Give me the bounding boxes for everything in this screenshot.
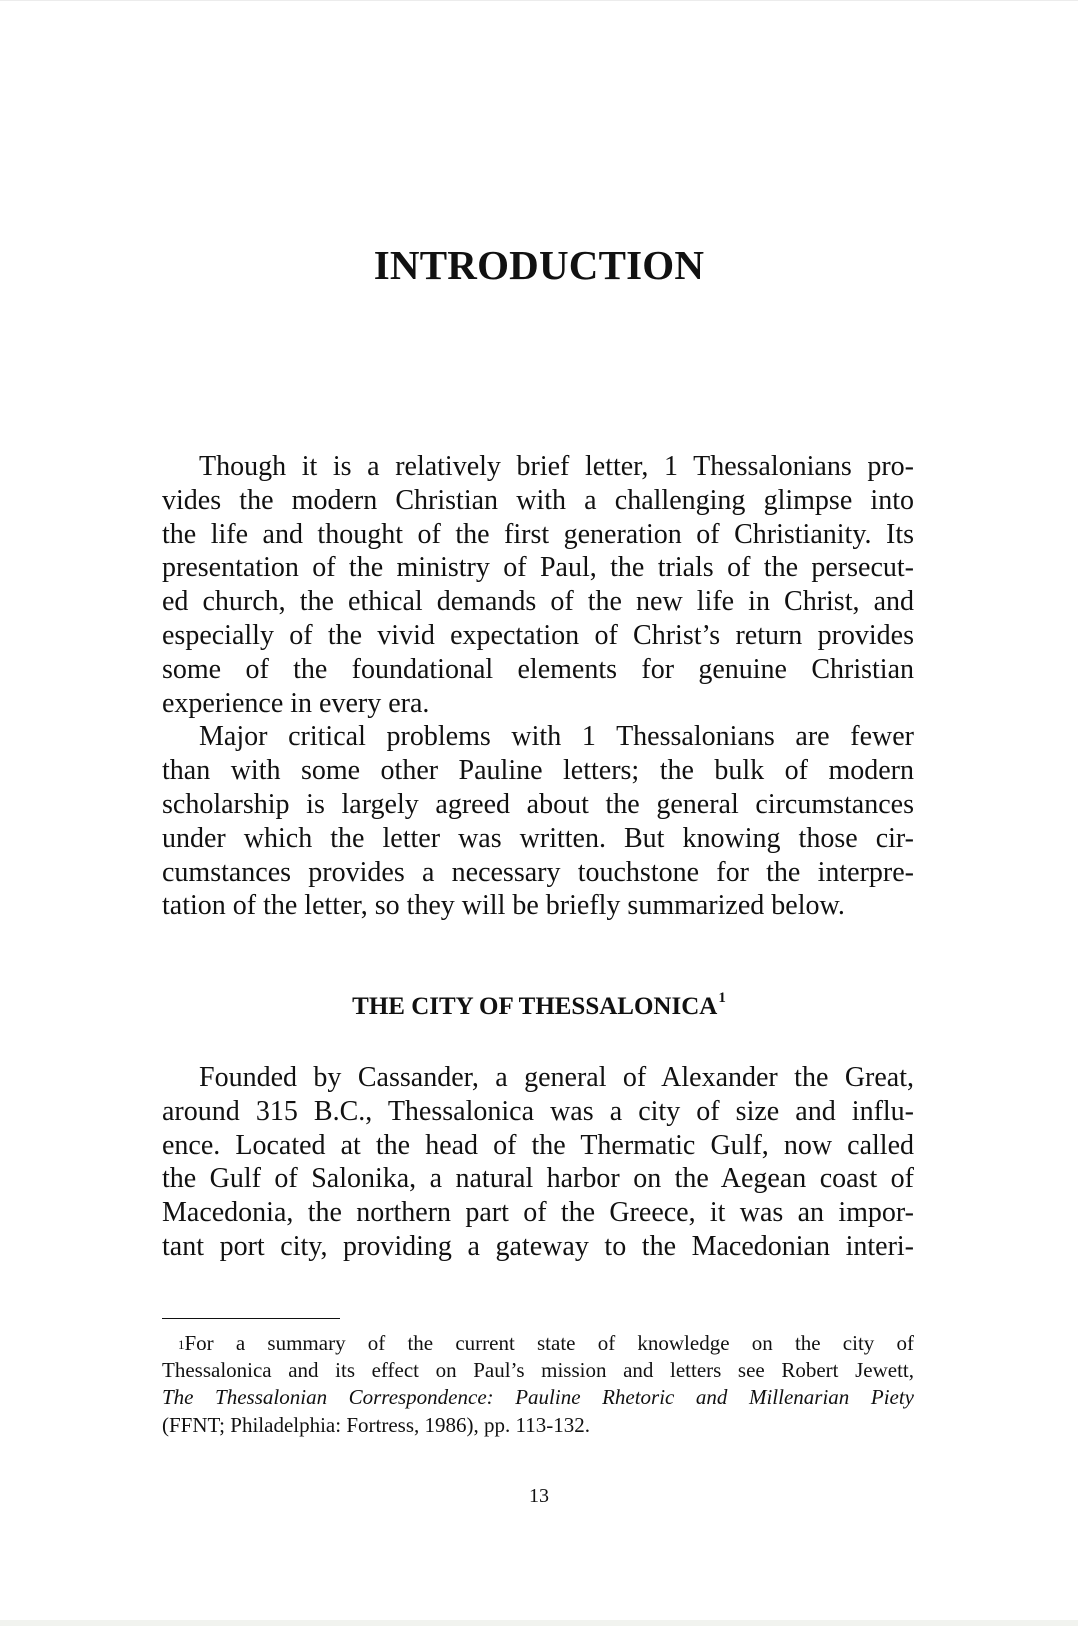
footnote-line: Thessalonica and its effect on Paul’s mission and letters see Robert Jewett, <box>162 1358 914 1383</box>
text-line: Macedonia, the northern part of the Greece, it was an impor- <box>162 1197 914 1229</box>
text-line: scholarship is largely agreed about the general circumstances <box>162 788 914 820</box>
footnote-line: (FFNT; Philadelphia: Fortress, 1986), pp. 113-132. <box>162 1412 590 1437</box>
footnote-marker: 1 <box>178 1337 185 1352</box>
text-line: vides the modern Christian with a challenging glimpse into <box>162 484 914 516</box>
text-line: ence. Located at the head of the Thermatic Gulf, now called <box>162 1129 914 1161</box>
text-line: presentation of the ministry of Paul, the trials of the persecut- <box>162 552 914 584</box>
footnote-reference[interactable]: 1 <box>718 990 726 1006</box>
footnote-line <box>162 1330 914 1357</box>
text-line: tation of the letter, so they will be briefly summarized below. <box>162 890 845 922</box>
viewer-bottom-edge <box>0 1620 1078 1626</box>
intro-paragraph-2 <box>162 720 914 923</box>
footnote-divider <box>162 1318 340 1319</box>
text-line: tant port city, providing a gateway to the Macedonian interi- <box>162 1230 914 1262</box>
text-line: experience in every era. <box>162 687 430 719</box>
footnote-text: For a summary of the current state of knowledge on the city of <box>184 1331 914 1355</box>
intro-paragraph-1 <box>162 450 914 720</box>
section-heading <box>0 990 1078 1021</box>
city-paragraph-1 <box>162 1061 914 1264</box>
text-line: Founded by Cassander, a general of Alexander the Great, <box>199 1062 914 1093</box>
section-heading-text: THE CITY OF THESSALONICA <box>352 993 718 1020</box>
text-line: the Gulf of Salonika, a natural harbor on the Aegean coast of <box>162 1163 914 1195</box>
text-line: around 315 B.C., Thessalonica was a city of size and influ- <box>162 1095 914 1127</box>
text-line: than with some other Pauline letters; the bulk of modern <box>162 755 914 787</box>
text-line: some of the foundational elements for genuine Christian <box>162 653 914 685</box>
page-number: 13 <box>529 1485 549 1507</box>
city-body <box>162 1061 914 1264</box>
intro-body <box>162 450 914 923</box>
text-line: cumstances provides a necessary touchstone for the interpre- <box>162 856 914 888</box>
text-line: ed church, the ethical demands of the new life in Christ, and <box>162 586 914 618</box>
text-line: the life and thought of the first generation of Christianity. Its <box>162 518 914 550</box>
text-line: Though it is a relatively brief letter, 1 Thessalonians pro- <box>199 451 914 482</box>
text-line: Major critical problems with 1 Thessalonians are fewer <box>199 721 914 753</box>
text-line: under which the letter was written. But knowing those cir- <box>162 822 914 854</box>
text-line: especially of the vivid expectation of Christ’s return provides <box>162 619 914 651</box>
chapter-title: INTRODUCTION <box>373 242 705 288</box>
footnote <box>162 1330 914 1439</box>
footnote-book-title: The Thessalonian Correspondence: Pauline Rhetoric and Millenarian Piety <box>162 1385 914 1410</box>
